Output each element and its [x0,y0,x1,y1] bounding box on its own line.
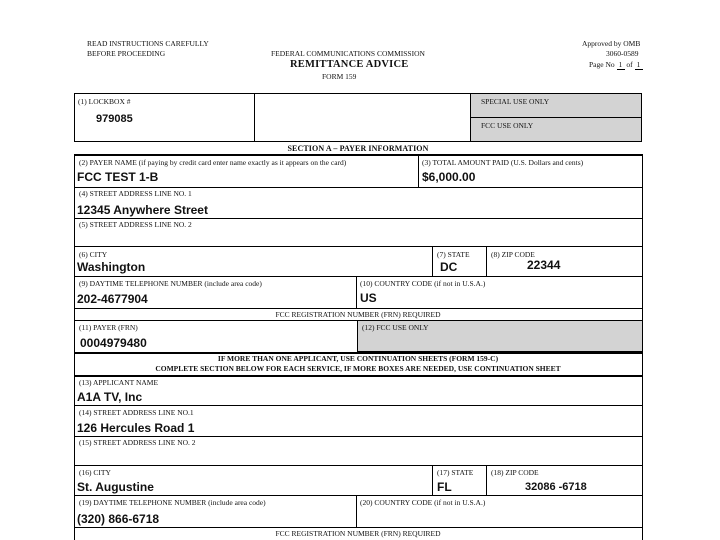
payer-zip-label: (8) ZIP CODE [491,250,535,259]
instructions-line-2: BEFORE PROCEEDING [87,49,166,58]
applicant-city-label: (16) CITY [79,468,111,477]
payer-phone-label: (9) DAYTIME TELEPHONE NUMBER (include area code) [79,279,262,288]
form-title: REMITTANCE ADVICE [290,59,409,70]
applicant-zip-label: (18) ZIP CODE [491,468,539,477]
applicant-name-label: (13) APPLICANT NAME [79,378,159,387]
applicant-phone-value[interactable]: (320) 866-6718 [77,512,160,526]
applicant-state-value[interactable]: FL [437,480,452,494]
lockbox-label: (1) LOCKBOX # [78,97,131,106]
payer-country-value[interactable]: US [360,291,377,305]
page-number: 1 [617,60,625,70]
applicant-country-label: (20) COUNTRY CODE (if not in U.S.A.) [360,498,486,507]
omb-approval: Approved by OMB [582,39,641,48]
applicant-street1-value[interactable]: 126 Hercules Road 1 [77,421,195,435]
payer-state-label: (7) STATE [437,250,470,259]
applicant-street2-label: (15) STREET ADDRESS LINE NO. 2 [79,438,196,447]
payer-state-value[interactable]: DC [440,260,458,274]
applicant-zip-value[interactable]: 32086 -6718 [525,481,587,493]
applicant-street1-label: (14) STREET ADDRESS LINE NO.1 [79,408,194,417]
fcc-use-label: (12) FCC USE ONLY [362,323,429,332]
payer-zip-value[interactable]: 22344 [527,258,561,272]
of-label: of [626,60,633,69]
payer-frn-value[interactable]: 0004979480 [80,336,147,350]
payer-street1-value[interactable]: 12345 Anywhere Street [77,203,208,217]
continuation-line-1: IF MORE THAN ONE APPLICANT, USE CONTINUATION SHEETS (FORM 159-C) [217,354,499,363]
payer-city-label: (6) CITY [79,250,108,259]
applicant-state-label: (17) STATE [437,468,474,477]
page-label: Page No [589,60,615,69]
payer-phone-value[interactable]: 202-4677904 [77,292,148,306]
special-use-label: SPECIAL USE ONLY [481,97,550,106]
payer-country-label: (10) COUNTRY CODE (if not in U.S.A.) [360,279,486,288]
form-number: FORM 159 [322,72,357,81]
payer-frn-required: FCC REGISTRATION NUMBER (FRN) REQUIRED [275,310,441,319]
payer-city-value[interactable]: Washington [77,260,146,274]
applicant-phone-label: (19) DAYTIME TELEPHONE NUMBER (include area code) [79,498,266,507]
instructions-line-1: READ INSTRUCTIONS CAREFULLY [87,39,209,48]
payer-name-value[interactable]: FCC TEST 1-B [77,170,159,184]
applicant-name-value[interactable]: A1A TV, Inc [77,390,143,404]
applicant-frn-required: FCC REGISTRATION NUMBER (FRN) REQUIRED [275,529,441,538]
total-paid-value[interactable]: $6,000.00 [422,170,476,184]
payer-frn-label: (11) PAYER (FRN) [79,323,138,332]
fcc-use-label-top: FCC USE ONLY [481,121,534,130]
page-total: 1 [635,60,643,70]
agency-name: FEDERAL COMMUNICATIONS COMMISSION [271,49,425,58]
lockbox-value[interactable]: 979085 [96,113,133,125]
payer-street1-label: (4) STREET ADDRESS LINE NO. 1 [79,189,192,198]
continuation-line-2: COMPLETE SECTION BELOW FOR EACH SERVICE, IF MORE BOXES ARE NEEDED, USE CONTINUATION SHEET [155,364,561,373]
total-paid-label: (3) TOTAL AMOUNT PAID (U.S. Dollars and cents) [422,158,584,167]
section-a-title: SECTION A – PAYER INFORMATION [287,144,429,153]
omb-number: 3060-0589 [606,49,639,58]
applicant-city-value[interactable]: St. Augustine [77,480,154,494]
page-numbering [589,60,643,70]
payer-name-label: (2) PAYER NAME (if paying by credit card enter name exactly as it appears on the card) [79,158,347,167]
payer-street2-label: (5) STREET ADDRESS LINE NO. 2 [79,220,192,229]
